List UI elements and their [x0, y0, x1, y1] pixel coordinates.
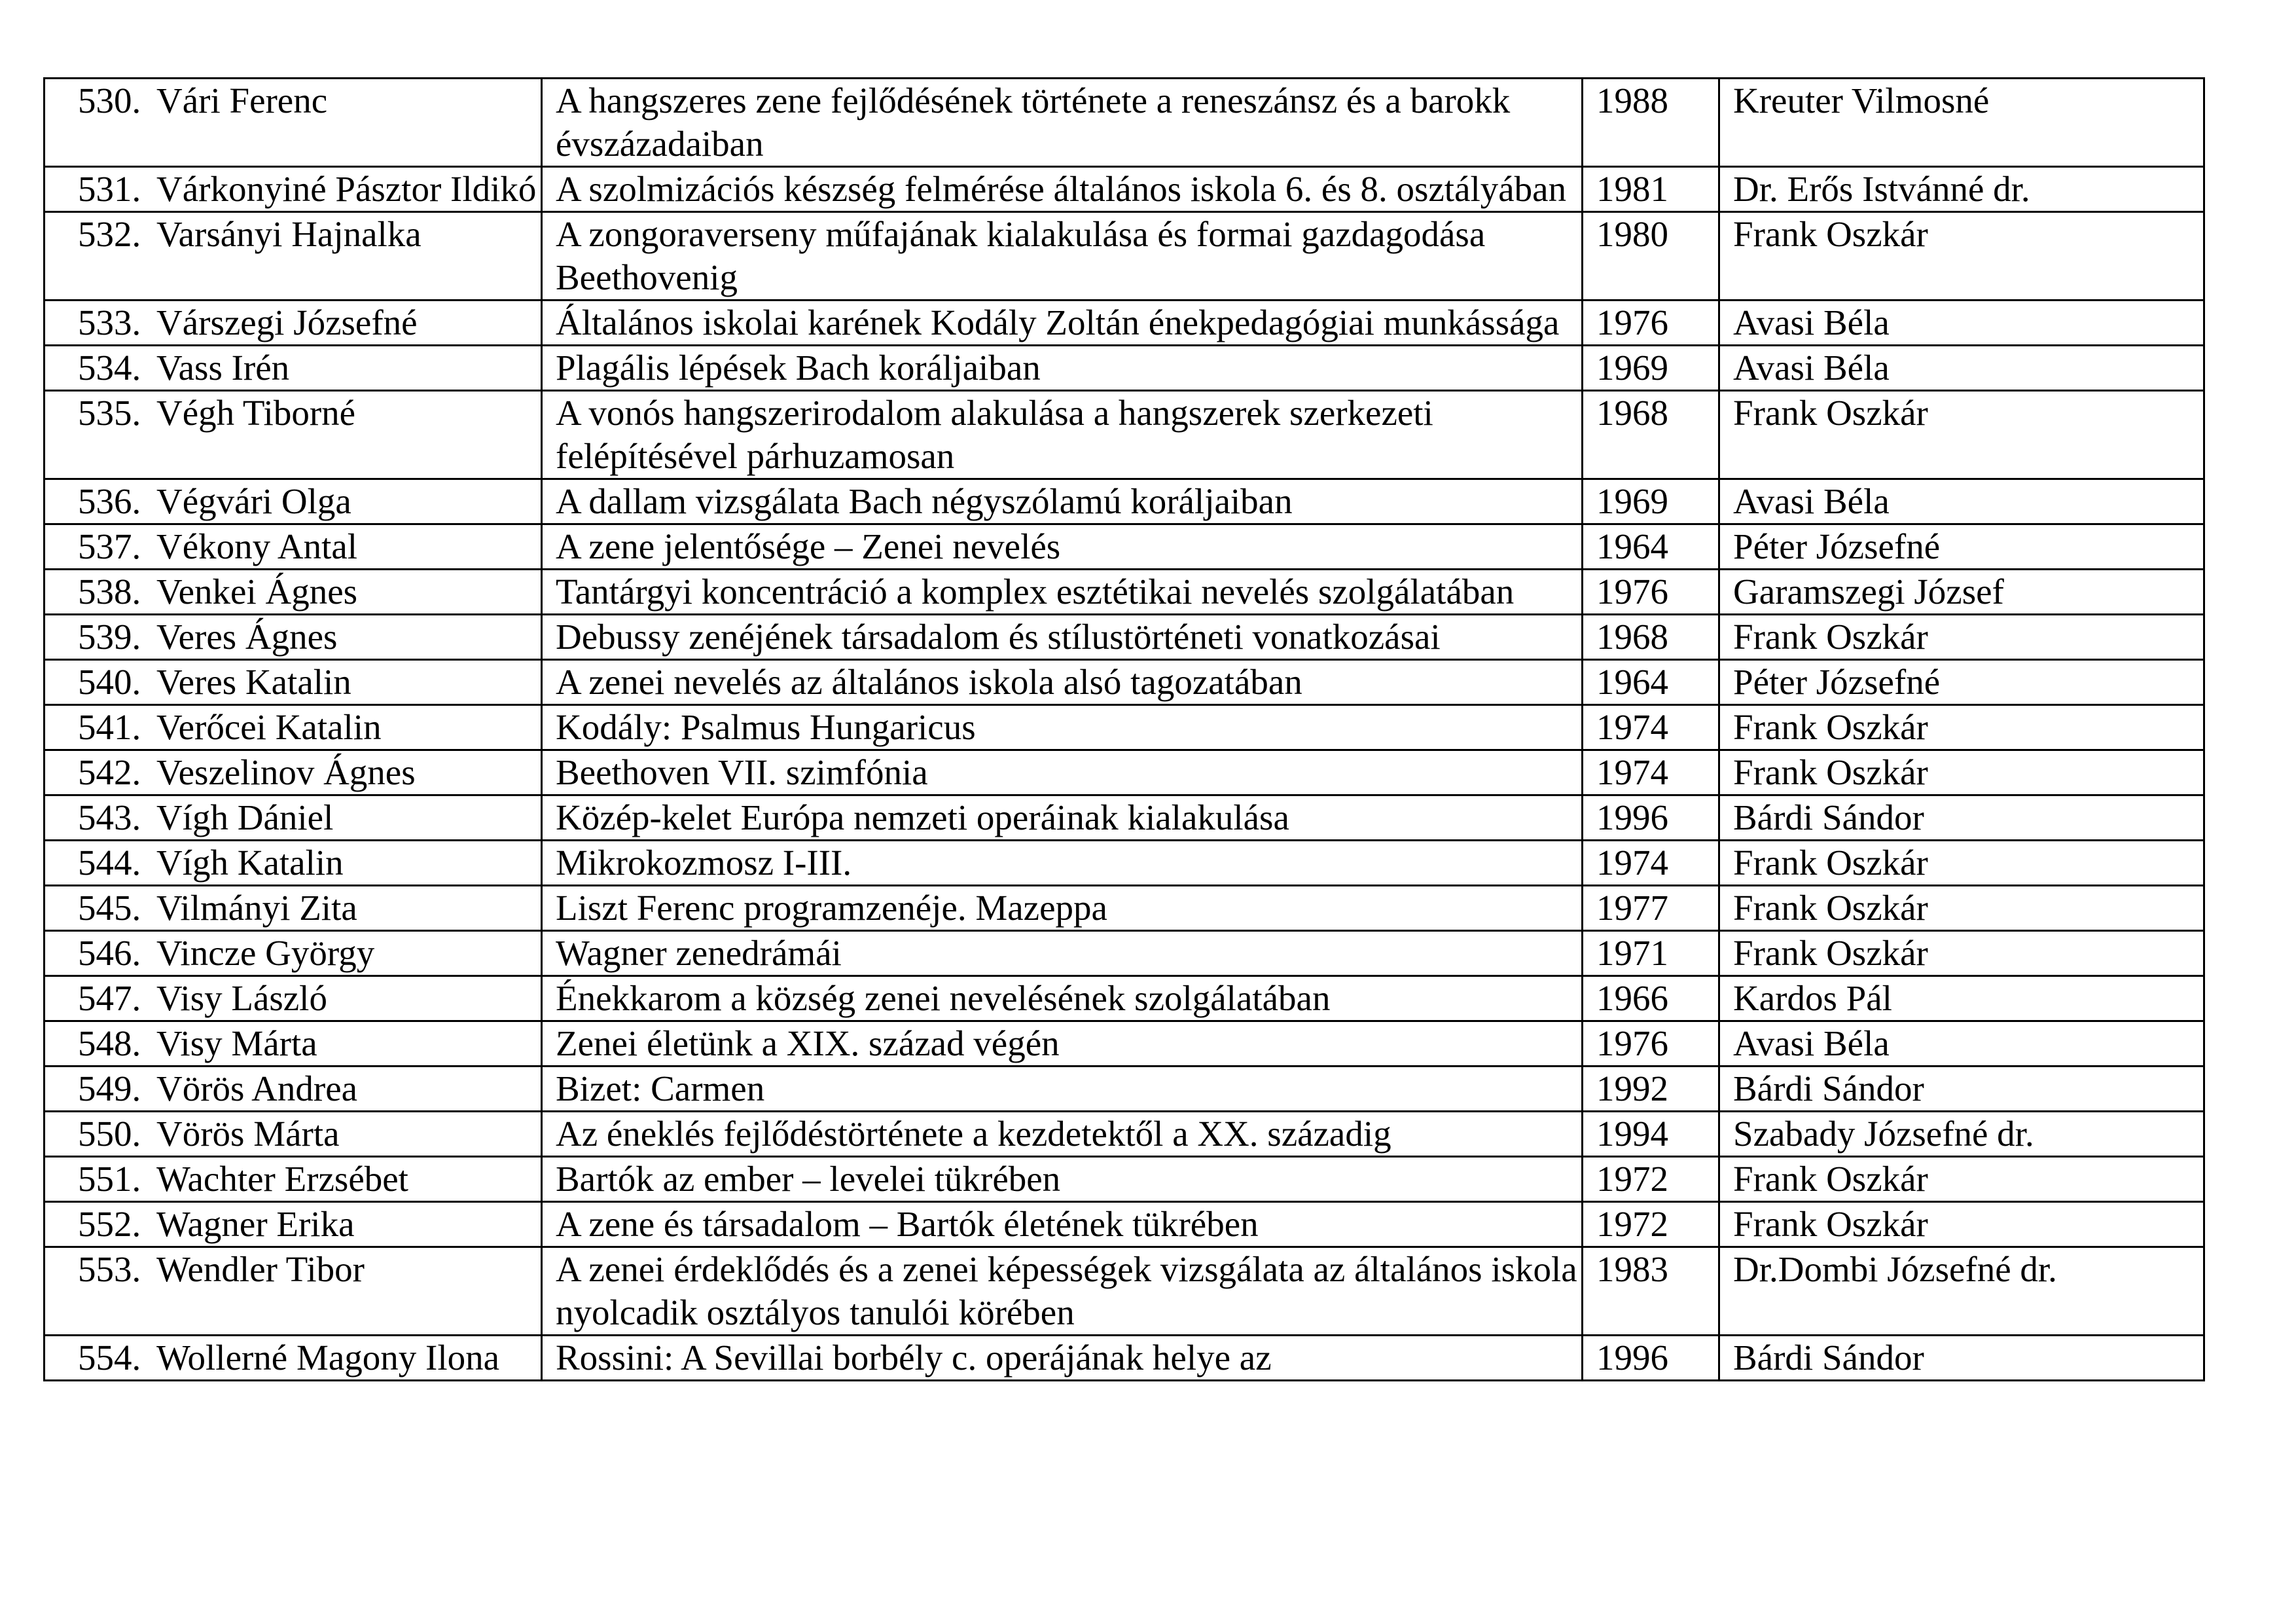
entry-number: 551. — [78, 1159, 141, 1199]
year-cell: 1980 — [1583, 212, 1719, 301]
author-cell — [45, 1067, 542, 1112]
author-cell — [45, 391, 542, 479]
entry-number: 540. — [78, 662, 141, 702]
supervisor-cell: Kreuter Vilmosné — [1719, 79, 2204, 167]
author-entry — [78, 1336, 537, 1379]
author-name: Várkonyiné Pásztor Ildikó — [156, 169, 537, 209]
author-entry — [78, 392, 537, 435]
year-cell: 1981 — [1583, 167, 1719, 212]
supervisor-cell: Kardos Pál — [1719, 976, 2204, 1021]
table-row — [45, 750, 2204, 795]
author-cell — [45, 841, 542, 886]
thesis-title-cell: Wagner zenedrámái — [542, 931, 1583, 976]
table-row — [45, 524, 2204, 570]
author-cell — [45, 1157, 542, 1202]
entry-number: 539. — [78, 617, 141, 657]
supervisor-cell: Avasi Béla — [1719, 301, 2204, 346]
author-entry — [78, 168, 537, 211]
author-name: Vári Ferenc — [156, 81, 328, 120]
entry-number: 553. — [78, 1249, 141, 1289]
table-row — [45, 1112, 2204, 1157]
thesis-title-cell: A dallam vizsgálata Bach négyszólamú koráljaiban — [542, 479, 1583, 524]
author-cell — [45, 1112, 542, 1157]
table-row — [45, 1336, 2204, 1381]
table-row — [45, 795, 2204, 841]
author-cell — [45, 976, 542, 1021]
author-cell — [45, 570, 542, 615]
supervisor-cell: Péter Józsefné — [1719, 660, 2204, 705]
author-entry — [78, 1022, 537, 1065]
table-row — [45, 886, 2204, 931]
supervisor-cell: Bárdi Sándor — [1719, 1067, 2204, 1112]
entry-number: 535. — [78, 393, 141, 433]
author-cell — [45, 931, 542, 976]
thesis-title-cell: A szolmizációs készség felmérése általános iskola 6. és 8. osztályában — [542, 167, 1583, 212]
author-entry — [78, 1112, 537, 1156]
table-row — [45, 301, 2204, 346]
author-cell — [45, 79, 542, 167]
table-row — [45, 479, 2204, 524]
thesis-title-cell: Énekkarom a község zenei nevelésének szolgálatában — [542, 976, 1583, 1021]
supervisor-cell: Dr.Dombi Józsefné dr. — [1719, 1247, 2204, 1336]
entry-number: 546. — [78, 933, 141, 973]
author-entry — [78, 1067, 537, 1110]
supervisor-cell: Frank Oszkár — [1719, 705, 2204, 750]
author-name: Venkei Ágnes — [156, 572, 358, 611]
author-cell — [45, 660, 542, 705]
author-cell — [45, 750, 542, 795]
author-name: Vígh Katalin — [156, 843, 344, 883]
thesis-title-cell: Bartók az ember – levelei tükrében — [542, 1157, 1583, 1202]
thesis-title-cell: Zenei életünk a XIX. század végén — [542, 1021, 1583, 1067]
year-cell: 1974 — [1583, 750, 1719, 795]
author-entry — [78, 977, 537, 1020]
entry-number: 534. — [78, 348, 141, 388]
thesis-table-body — [45, 79, 2204, 1381]
supervisor-cell: Bárdi Sándor — [1719, 795, 2204, 841]
entry-number: 550. — [78, 1114, 141, 1154]
supervisor-cell: Avasi Béla — [1719, 1021, 2204, 1067]
author-entry — [78, 932, 537, 975]
entry-number: 532. — [78, 214, 141, 254]
thesis-table — [43, 77, 2205, 1381]
year-cell: 1964 — [1583, 660, 1719, 705]
supervisor-cell: Frank Oszkár — [1719, 750, 2204, 795]
author-entry — [78, 1203, 537, 1246]
thesis-title-cell: A zongoraverseny műfajának kialakulása és formai gazdagodása Beethovenig — [542, 212, 1583, 301]
author-cell — [45, 615, 542, 660]
year-cell: 1966 — [1583, 976, 1719, 1021]
author-entry — [78, 570, 537, 613]
author-name: Wagner Erika — [156, 1204, 355, 1244]
supervisor-cell: Frank Oszkár — [1719, 841, 2204, 886]
entry-number: 533. — [78, 302, 141, 342]
year-cell: 1976 — [1583, 1021, 1719, 1067]
supervisor-cell: Garamszegi József — [1719, 570, 2204, 615]
supervisor-cell: Frank Oszkár — [1719, 1157, 2204, 1202]
supervisor-cell: Avasi Béla — [1719, 346, 2204, 391]
thesis-title-cell: A vonós hangszerirodalom alakulása a hangszerek szerkezeti felépítésével párhuzamosan — [542, 391, 1583, 479]
entry-number: 537. — [78, 526, 141, 566]
author-name: Vass Irén — [156, 348, 290, 388]
author-entry — [78, 886, 537, 930]
author-entry — [78, 1248, 537, 1291]
author-cell — [45, 1336, 542, 1381]
year-cell: 1968 — [1583, 391, 1719, 479]
thesis-title-cell: Debussy zenéjének társadalom és stílustörténeti vonatkozásai — [542, 615, 1583, 660]
author-name: Vígh Dániel — [156, 797, 334, 837]
thesis-title-cell: Az éneklés fejlődéstörténete a kezdetektől a XX. századig — [542, 1112, 1583, 1157]
thesis-title-cell: Plagális lépések Bach koráljaiban — [542, 346, 1583, 391]
author-name: Wachter Erzsébet — [156, 1159, 408, 1199]
thesis-title-cell: Liszt Ferenc programzenéje. Mazeppa — [542, 886, 1583, 931]
thesis-title-cell: Bizet: Carmen — [542, 1067, 1583, 1112]
entry-number: 531. — [78, 169, 141, 209]
author-name: Veszelinov Ágnes — [156, 752, 416, 792]
table-row — [45, 615, 2204, 660]
supervisor-cell: Frank Oszkár — [1719, 615, 2204, 660]
year-cell: 1976 — [1583, 301, 1719, 346]
entry-number: 542. — [78, 752, 141, 792]
year-cell: 1976 — [1583, 570, 1719, 615]
author-cell — [45, 479, 542, 524]
author-name: Végvári Olga — [156, 481, 351, 521]
table-row — [45, 1157, 2204, 1202]
supervisor-cell: Frank Oszkár — [1719, 391, 2204, 479]
table-row — [45, 346, 2204, 391]
author-entry — [78, 480, 537, 523]
table-row — [45, 1202, 2204, 1247]
entry-number: 547. — [78, 978, 141, 1018]
author-name: Veres Ágnes — [156, 617, 338, 657]
author-cell — [45, 167, 542, 212]
entry-number: 552. — [78, 1204, 141, 1244]
author-name: Varsányi Hajnalka — [156, 214, 422, 254]
thesis-title-cell: Mikrokozmosz I-III. — [542, 841, 1583, 886]
table-row — [45, 841, 2204, 886]
year-cell: 1968 — [1583, 615, 1719, 660]
entry-number: 549. — [78, 1068, 141, 1108]
entry-number: 543. — [78, 797, 141, 837]
thesis-title-cell: Beethoven VII. szimfónia — [542, 750, 1583, 795]
entry-number: 548. — [78, 1023, 141, 1063]
author-name: Veres Katalin — [156, 662, 351, 702]
author-cell — [45, 301, 542, 346]
entry-number: 541. — [78, 707, 141, 747]
author-entry — [78, 213, 537, 256]
author-name: Végh Tiborné — [156, 393, 356, 433]
year-cell: 1972 — [1583, 1202, 1719, 1247]
thesis-title-cell: Általános iskolai karének Kodály Zoltán énekpedagógiai munkássága — [542, 301, 1583, 346]
year-cell: 1969 — [1583, 479, 1719, 524]
author-name: Várszegi Józsefné — [156, 302, 418, 342]
author-entry — [78, 79, 537, 122]
author-name: Vincze György — [156, 933, 375, 973]
year-cell: 1964 — [1583, 524, 1719, 570]
entry-number: 536. — [78, 481, 141, 521]
year-cell: 1996 — [1583, 1336, 1719, 1381]
author-cell — [45, 1202, 542, 1247]
year-cell: 1977 — [1583, 886, 1719, 931]
thesis-title-cell: A hangszeres zene fejlődésének története a reneszánsz és a barokk évszázadaiban — [542, 79, 1583, 167]
supervisor-cell: Szabady Józsefné dr. — [1719, 1112, 2204, 1157]
author-name: Vilmányi Zita — [156, 888, 357, 928]
author-name: Visy László — [156, 978, 327, 1018]
supervisor-cell: Frank Oszkár — [1719, 212, 2204, 301]
thesis-title-cell: Rossini: A Sevillai borbély c. operájának helye az — [542, 1336, 1583, 1381]
supervisor-cell: Frank Oszkár — [1719, 1202, 2204, 1247]
thesis-title-cell: Tantárgyi koncentráció a komplex esztétikai nevelés szolgálatában — [542, 570, 1583, 615]
year-cell: 1983 — [1583, 1247, 1719, 1336]
author-name: Vörös Márta — [156, 1114, 340, 1154]
table-row — [45, 79, 2204, 167]
entry-number: 530. — [78, 81, 141, 120]
thesis-title-cell: Közép-kelet Európa nemzeti operáinak kialakulása — [542, 795, 1583, 841]
author-entry — [78, 1158, 537, 1201]
table-row — [45, 705, 2204, 750]
year-cell: 1969 — [1583, 346, 1719, 391]
table-row — [45, 167, 2204, 212]
author-entry — [78, 841, 537, 884]
author-cell — [45, 1021, 542, 1067]
table-row — [45, 570, 2204, 615]
thesis-title-cell: Kodály: Psalmus Hungaricus — [542, 705, 1583, 750]
entry-number: 554. — [78, 1338, 141, 1377]
table-row — [45, 1067, 2204, 1112]
table-row — [45, 660, 2204, 705]
author-name: Wollerné Magony Ilona — [156, 1338, 500, 1377]
author-entry — [78, 301, 537, 344]
supervisor-cell: Bárdi Sándor — [1719, 1336, 2204, 1381]
entry-number: 544. — [78, 843, 141, 883]
year-cell: 1972 — [1583, 1157, 1719, 1202]
supervisor-cell: Péter Józsefné — [1719, 524, 2204, 570]
author-cell — [45, 705, 542, 750]
table-row — [45, 931, 2204, 976]
author-entry — [78, 706, 537, 749]
author-entry — [78, 615, 537, 659]
author-name: Verőcei Katalin — [156, 707, 382, 747]
author-entry — [78, 661, 537, 704]
author-cell — [45, 346, 542, 391]
author-cell — [45, 1247, 542, 1336]
author-cell — [45, 795, 542, 841]
year-cell: 1988 — [1583, 79, 1719, 167]
table-row — [45, 976, 2204, 1021]
year-cell: 1971 — [1583, 931, 1719, 976]
author-name: Visy Márta — [156, 1023, 317, 1063]
year-cell: 1974 — [1583, 705, 1719, 750]
thesis-title-cell: A zene és társadalom – Bartók életének tükrében — [542, 1202, 1583, 1247]
table-row — [45, 391, 2204, 479]
table-row — [45, 1021, 2204, 1067]
thesis-title-cell: A zene jelentősége – Zenei nevelés — [542, 524, 1583, 570]
thesis-title-cell: A zenei nevelés az általános iskola alsó tagozatában — [542, 660, 1583, 705]
thesis-title-cell: A zenei érdeklődés és a zenei képességek vizsgálata az általános iskola nyolcadik osztályos tanulói körében — [542, 1247, 1583, 1336]
supervisor-cell: Frank Oszkár — [1719, 886, 2204, 931]
table-row — [45, 212, 2204, 301]
author-name: Vékony Antal — [156, 526, 358, 566]
year-cell: 1994 — [1583, 1112, 1719, 1157]
year-cell: 1996 — [1583, 795, 1719, 841]
author-name: Wendler Tibor — [156, 1249, 365, 1289]
author-cell — [45, 886, 542, 931]
author-cell — [45, 212, 542, 301]
author-entry — [78, 796, 537, 839]
supervisor-cell: Dr. Erős Istvánné dr. — [1719, 167, 2204, 212]
supervisor-cell: Avasi Béla — [1719, 479, 2204, 524]
author-entry — [78, 346, 537, 390]
entry-number: 545. — [78, 888, 141, 928]
author-name: Vörös Andrea — [156, 1068, 358, 1108]
year-cell: 1974 — [1583, 841, 1719, 886]
author-entry — [78, 525, 537, 568]
year-cell: 1992 — [1583, 1067, 1719, 1112]
supervisor-cell: Frank Oszkár — [1719, 931, 2204, 976]
author-cell — [45, 524, 542, 570]
table-row — [45, 1247, 2204, 1336]
entry-number: 538. — [78, 572, 141, 611]
author-entry — [78, 751, 537, 794]
